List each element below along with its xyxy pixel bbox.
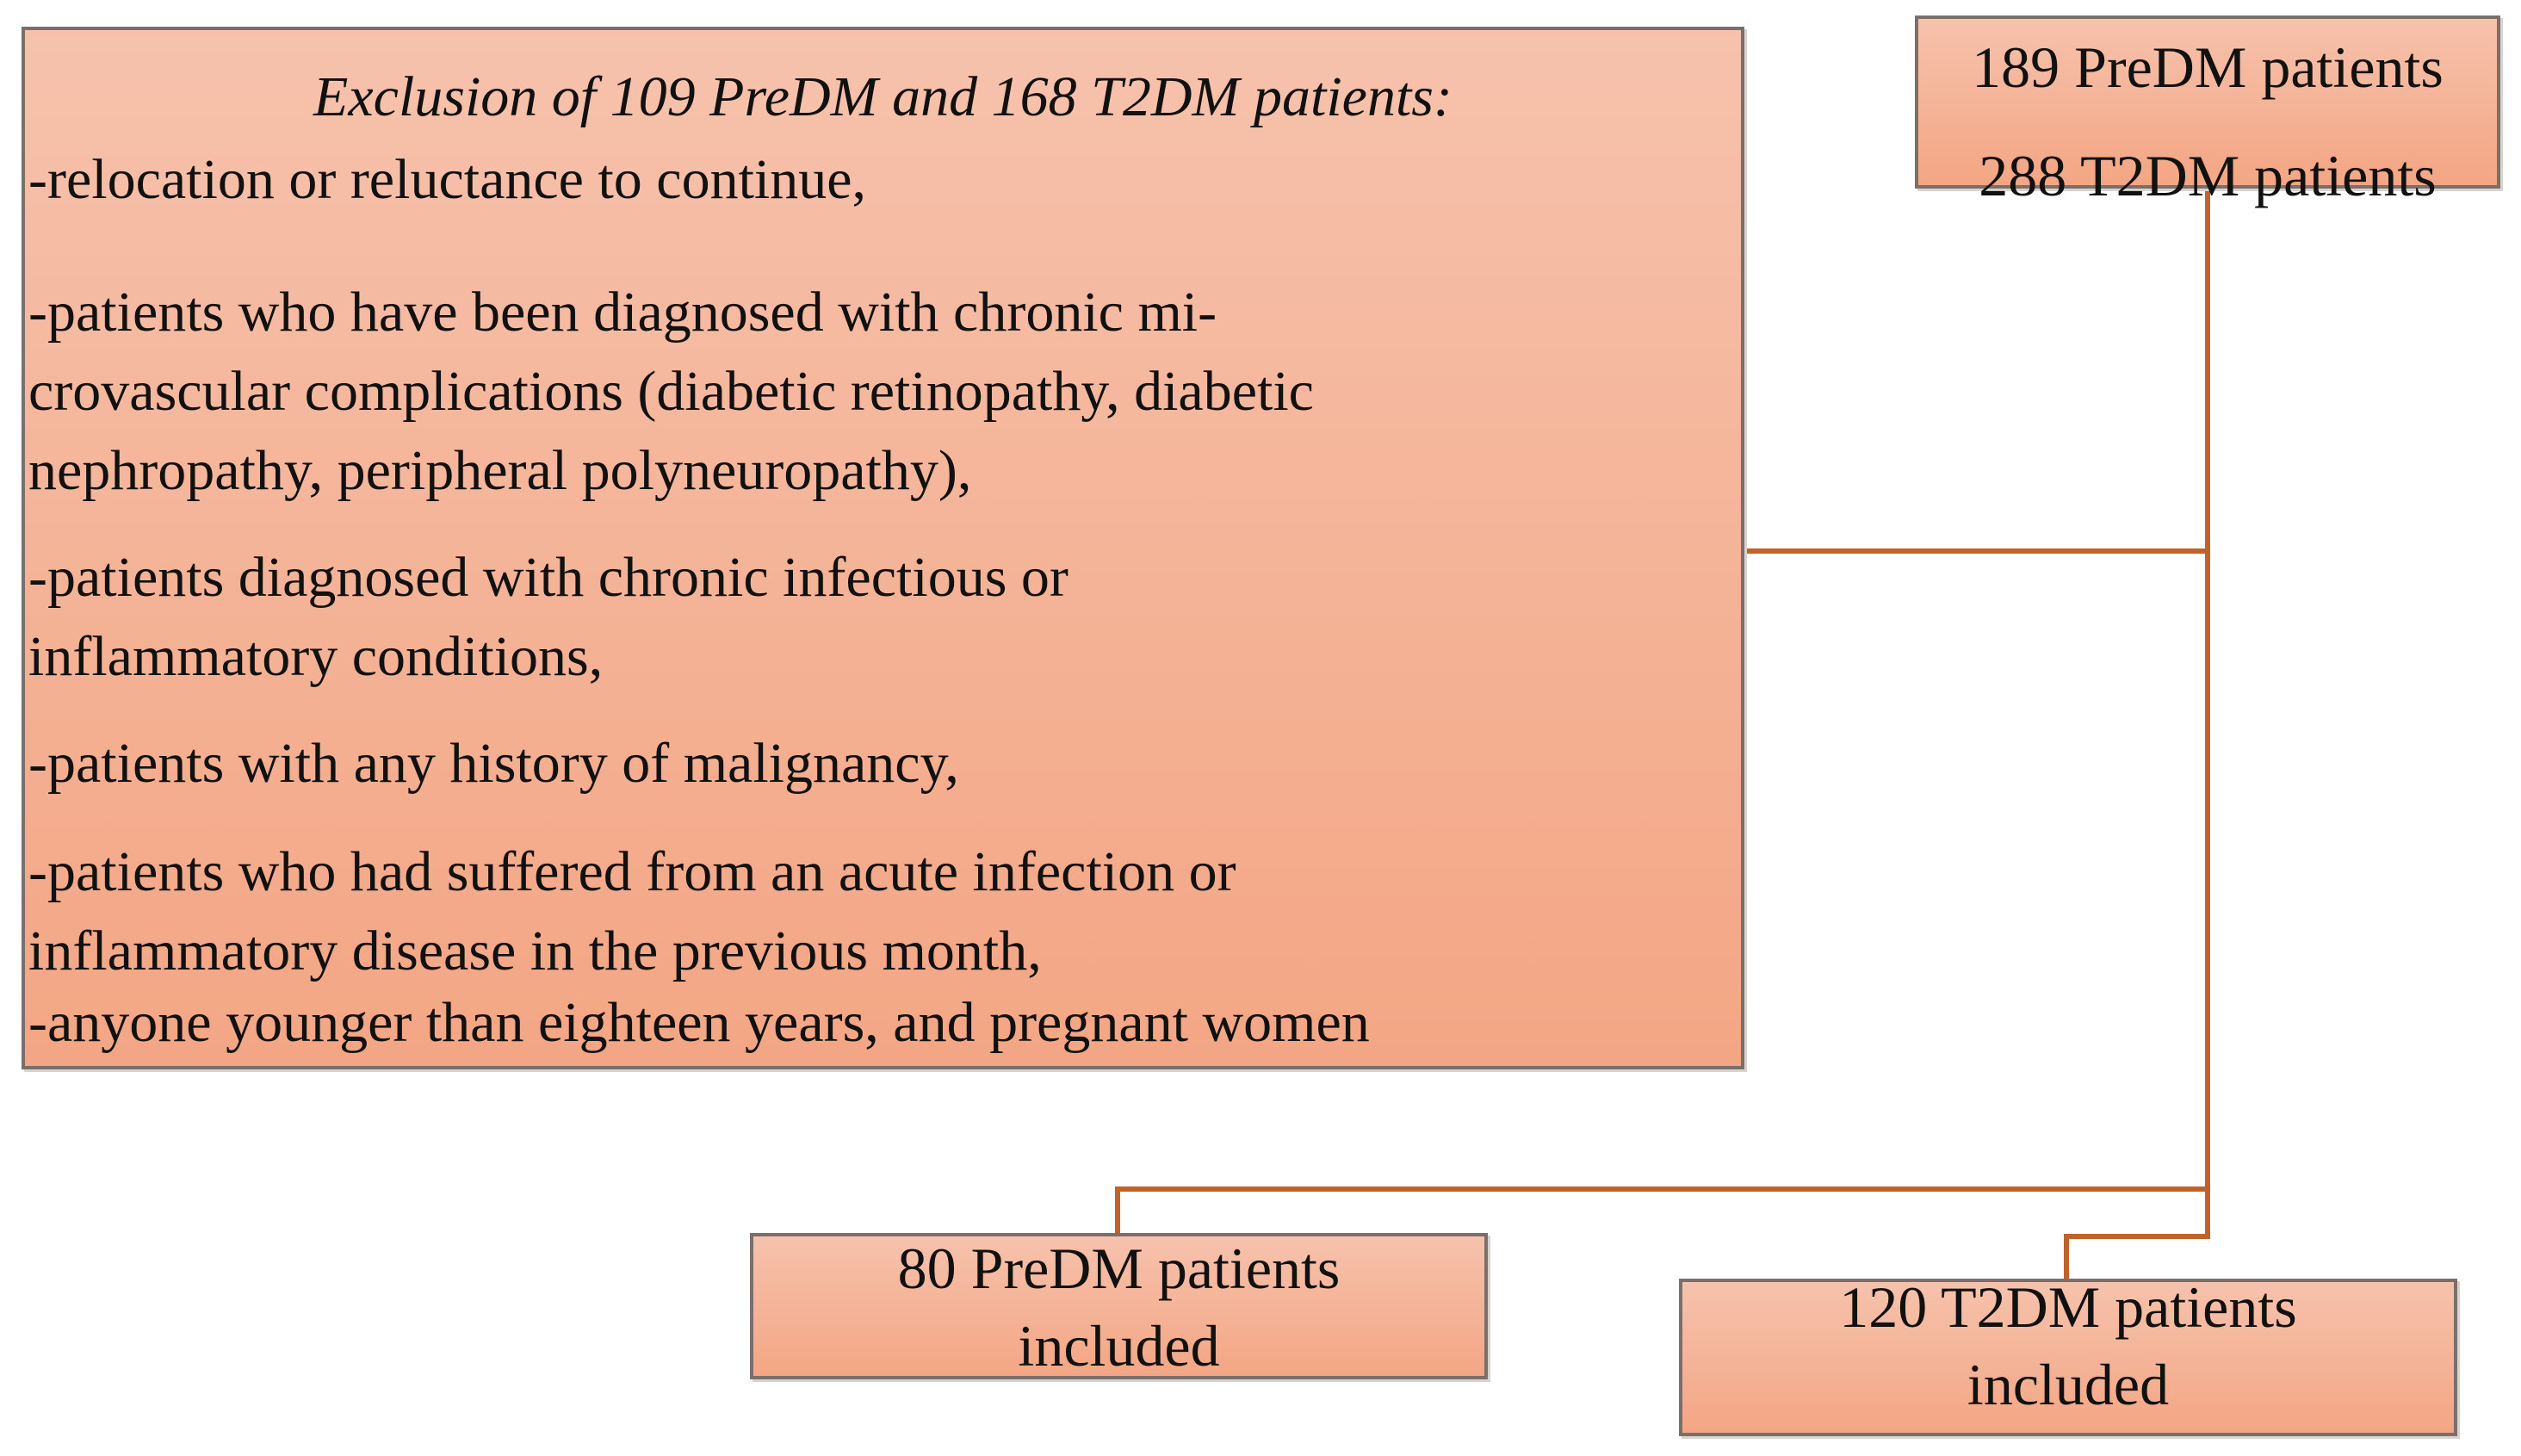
criterion-line: inflammatory disease in the previous month, xyxy=(28,920,1042,982)
criterion-acute-infection xyxy=(28,833,1236,991)
criterion-line: -relocation or reluctance to continue, xyxy=(28,148,867,211)
t2dm-included-line1: 120 T2DM patients xyxy=(1839,1274,2297,1340)
criterion-line: inflammatory conditions, xyxy=(28,625,604,688)
criterion-line: -patients who had suffered from an acute infection or xyxy=(28,840,1236,903)
criterion-relocation xyxy=(28,140,866,220)
criterion-line: crovascular complications (diabetic retinopathy, diabetic xyxy=(28,360,1314,423)
criterion-age-pregnancy xyxy=(28,983,1370,1063)
t2dm-included-box xyxy=(1679,1274,2457,1436)
criterion-line: nephropathy, peripheral polyneuropathy), xyxy=(28,439,972,502)
criterion-line: -anyone younger than eighteen years, and pregnant women xyxy=(28,991,1370,1054)
criterion-line: -patients diagnosed with chronic infectious or xyxy=(28,546,1068,609)
total-predm-label: 189 PreDM patients xyxy=(1972,34,2444,100)
criterion-line: -patients with any history of malignancy, xyxy=(28,732,959,795)
predm-included-line2: included xyxy=(1018,1313,1220,1379)
criterion-malignancy xyxy=(28,724,959,803)
criterion-line: -patients who have been diagnosed with chronic mi- xyxy=(28,281,1217,344)
predm-included-box xyxy=(750,1233,1488,1379)
total-t2dm-label: 288 T2DM patients xyxy=(1979,143,2437,208)
exclusion-criteria-box xyxy=(22,27,1744,1069)
total-patients-box xyxy=(1915,15,2500,208)
criterion-microvascular-complications xyxy=(28,273,1314,511)
predm-included-line1: 80 PreDM patients xyxy=(897,1236,1341,1301)
exclusion-title: Exclusion of 109 PreDM and 168 T2DM patients: xyxy=(313,65,1453,128)
t2dm-included-line2: included xyxy=(1967,1352,2170,1417)
criterion-chronic-infectious xyxy=(28,538,1068,697)
